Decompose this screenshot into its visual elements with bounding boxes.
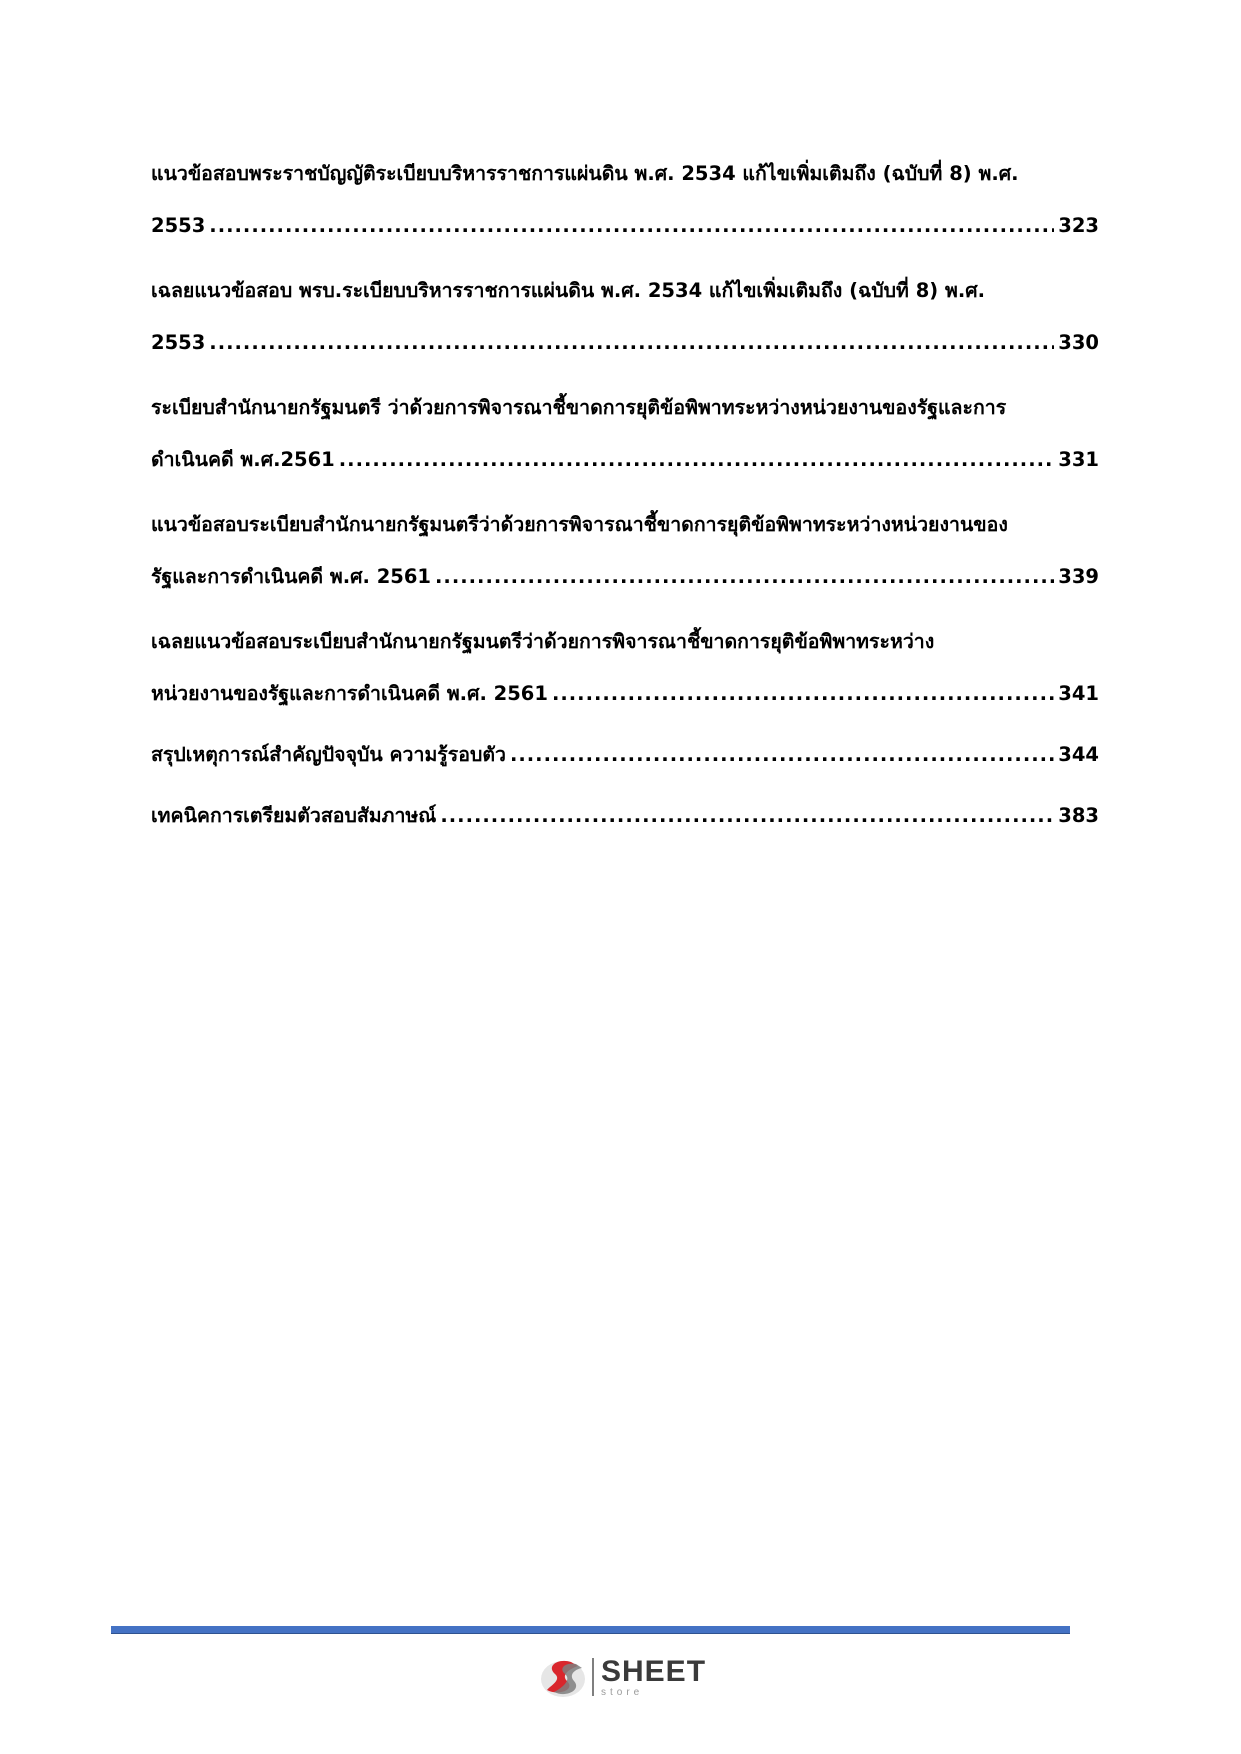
sheet-store-logo-icon (538, 1652, 588, 1702)
dot-leader (552, 681, 1054, 707)
toc-entry-title: แนวข้อสอบพระราชบัญญัติระเบียบบริหารราชการแผ่นดิน พ.ศ. 2534 แก้ไขเพิ่มเติมถึง (ฉบับที่ 8) พ.ศ. (151, 162, 1019, 185)
toc-entry-title-continued: หน่วยงานของรัฐและการดำเนินคดี พ.ศ. 2561 (151, 682, 548, 705)
dot-leader (339, 447, 1055, 473)
table-of-contents (151, 148, 1099, 842)
toc-entry-title: เฉลยแนวข้อสอบระเบียบสำนักนายกรัฐมนตรีว่าด้วยการพิจารณาชี้ขาดการยุติข้อพิพาทระหว่าง (151, 630, 935, 653)
toc-entry[interactable] (151, 265, 1099, 369)
toc-entry-title-continued: 2553 (151, 331, 206, 354)
toc-page-number: 331 (1058, 448, 1099, 471)
dot-leader (209, 330, 1054, 356)
dot-leader (435, 564, 1054, 590)
toc-page-number: 344 (1058, 743, 1099, 766)
toc-entry[interactable] (151, 499, 1099, 603)
toc-entry-title: แนวข้อสอบระเบียบสำนักนายกรัฐมนตรีว่าด้วยการพิจารณาชี้ขาดการยุติข้อพิพาทระหว่างหน่วยงานของ (151, 513, 1008, 536)
toc-entry-title-continued: ดำเนินคดี พ.ศ.2561 (151, 448, 335, 471)
toc-entry-title: เทคนิคการเตรียมตัวสอบสัมภาษณ์ (151, 804, 437, 827)
dot-leader (510, 742, 1054, 768)
dot-leader (440, 803, 1054, 829)
footer-divider (111, 1626, 1070, 1634)
logo-separator (592, 1658, 594, 1696)
toc-entry[interactable] (151, 616, 1099, 720)
toc-page-number: 323 (1058, 214, 1099, 237)
toc-entry-title: ระเบียบสำนักนายกรัฐมนตรี ว่าด้วยการพิจารณาชี้ขาดการยุติข้อพิพาทระหว่างหน่วยงานของรัฐและการ (151, 396, 1007, 419)
dot-leader (209, 213, 1054, 239)
toc-page-number: 330 (1058, 331, 1099, 354)
sheet-store-logo (538, 1652, 706, 1702)
toc-entry-title-continued: รัฐและการดำเนินคดี พ.ศ. 2561 (151, 565, 431, 588)
toc-entry[interactable] (151, 148, 1099, 252)
toc-entry[interactable] (151, 790, 1099, 842)
toc-entry-title-continued: 2553 (151, 214, 206, 237)
toc-entry[interactable] (151, 729, 1099, 781)
toc-page-number: 341 (1058, 682, 1099, 705)
toc-entry[interactable] (151, 382, 1099, 486)
logo-wordmark (601, 1654, 707, 1698)
toc-page-number: 339 (1058, 565, 1099, 588)
toc-page-number: 383 (1058, 804, 1099, 827)
logo-subword: store (601, 1686, 644, 1698)
toc-entry-title: เฉลยแนวข้อสอบ พรบ.ระเบียบบริหารราชการแผ่นดิน พ.ศ. 2534 แก้ไขเพิ่มเติมถึง (ฉบับที่ 8) พ.ศ. (151, 279, 986, 302)
toc-entry-title: สรุปเหตุการณ์สำคัญปัจจุบัน ความรู้รอบตัว (151, 743, 506, 766)
logo-word: SHEET (601, 1654, 707, 1688)
